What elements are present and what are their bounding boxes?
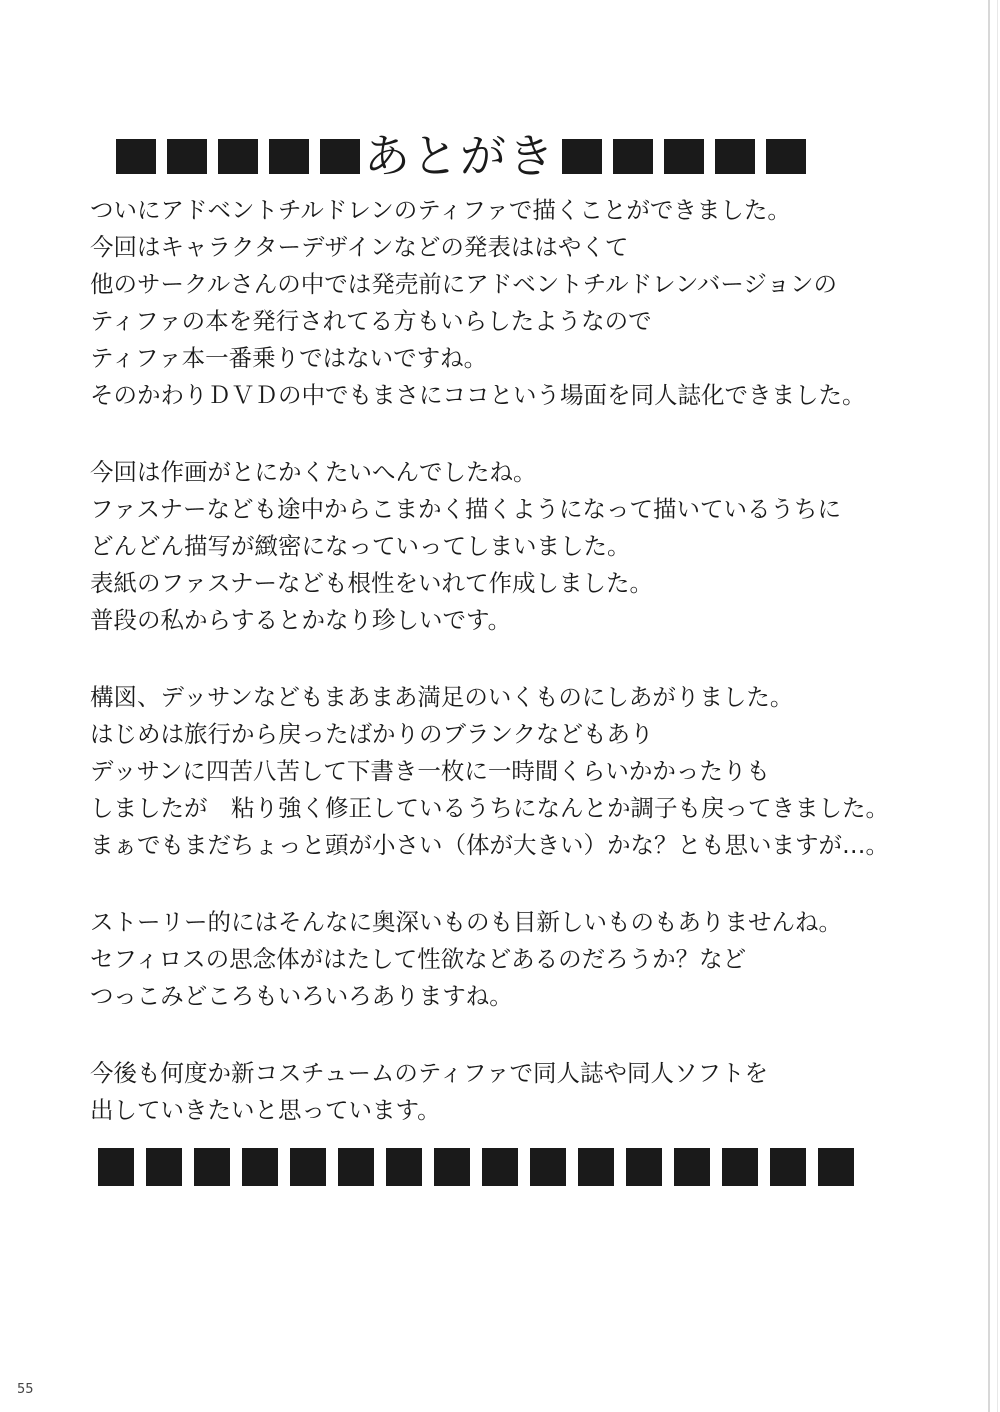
bottom-squares-divider [98,1148,854,1186]
decor-square [722,1148,758,1186]
text-line: ストーリー的にはそんなに奥深いものも目新しいものもありませんね。 [90,908,842,936]
text-line: つっこみどころもいろいろありますね。 [90,982,513,1010]
decor-square [674,1148,710,1186]
decor-square [626,1148,662,1186]
page-title: あとがき [364,129,556,183]
text-line: そのかわりＤＶＤの中でもまさにココという場面を同人誌化できました。 [90,381,866,409]
decor-square [530,1148,566,1186]
text-line: 今回は作画がとにかくたいへんでしたね。 [90,458,537,486]
decor-square [715,139,755,174]
text-line: ティファ本一番乗りではないですね。 [90,344,488,372]
decor-square [766,139,806,174]
decor-square [218,139,258,174]
decor-square [562,139,602,174]
paragraph [90,679,910,864]
text-line: はじめは旅行から戻ったばかりのブランクなどもあり [90,720,654,748]
text-line: どんどん描写が緻密になっていってしまいました。 [90,532,631,560]
paragraph [90,904,910,1015]
decor-square [167,139,207,174]
decor-square [242,1148,278,1186]
text-line: 表紙のファスナーなども根性をいれて作成しました。 [90,569,654,597]
decor-square [613,139,653,174]
decor-square [386,1148,422,1186]
decor-square [269,139,309,174]
text-line: 他のサークルさんの中では発売前にアドベントチルドレンバージョンの [90,270,837,298]
text-line: 今回はキャラクターデザインなどの発表ははやくて [90,233,629,261]
decor-square [664,139,704,174]
text-line: デッサンに四苦八苦して下書き一枚に一時間くらいかかったりも [90,757,770,785]
paragraph [90,1055,910,1129]
afterword-body [90,192,910,1169]
decor-square [434,1148,470,1186]
title-right-squares [562,139,806,174]
text-line: 構図、デッサンなどもまあまあ満足のいくものにしあがりました。 [90,683,794,711]
text-line: 出していきたいと思っています。 [90,1096,441,1124]
decor-square [338,1148,374,1186]
text-line: セフィロスの思念体がはたして性欲などあるのだろうか？など [90,945,747,973]
decor-square [578,1148,614,1186]
decor-square [116,139,156,174]
text-line: 今後も何度か新コスチュームのティファで同人誌や同人ソフトを [90,1059,768,1087]
title-banner [116,128,856,184]
page-number: 55 [17,1382,34,1397]
text-line: しましたが 粘り強く修正しているうちになんとか調子も戻ってきました。 [90,794,889,822]
paragraph [90,192,910,414]
title-left-squares [116,139,360,174]
paragraph [90,454,910,639]
text-line: ファスナーなども途中からこまかく描くようになって描いているうちに [90,495,842,523]
page-edge-line-outer [997,0,998,1412]
text-line: 普段の私からするとかなり珍しいです。 [90,606,512,634]
text-line: ティファの本を発行されてる方もいらしたようなので [90,307,652,335]
page-edge-line [988,0,990,1412]
decor-square [146,1148,182,1186]
decor-square [770,1148,806,1186]
decor-square [98,1148,134,1186]
decor-square [320,139,360,174]
text-line: ついにアドベントチルドレンのティファで描くことができました。 [90,196,791,224]
decor-square [194,1148,230,1186]
decor-square [482,1148,518,1186]
text-line: まぁでもまだちょっと頭が小さい（体が大きい）かな？とも思いますが…。 [90,831,889,859]
decor-square [818,1148,854,1186]
decor-square [290,1148,326,1186]
